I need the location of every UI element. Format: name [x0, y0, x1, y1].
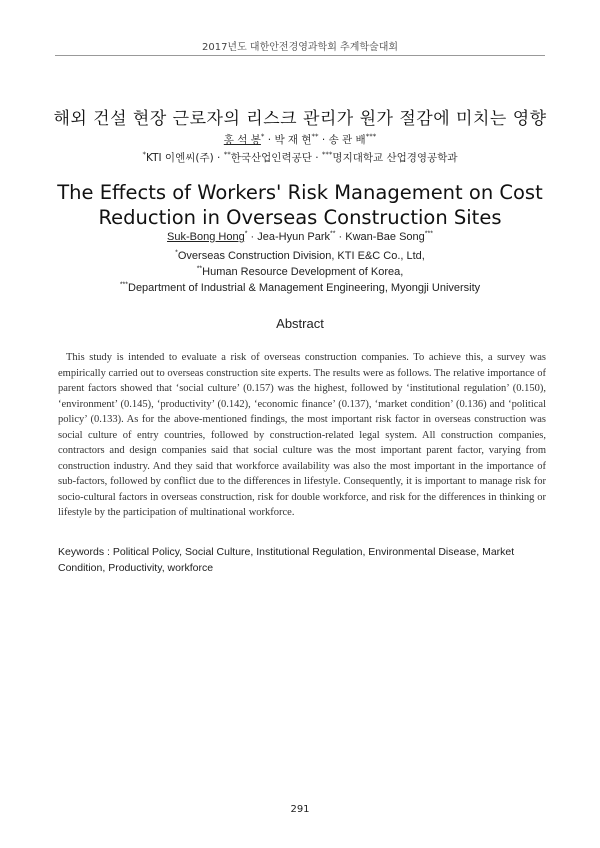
author-separator: ·: [267, 134, 272, 146]
korean-affiliations: [0, 150, 600, 165]
english-author-2-mark: **: [330, 230, 336, 238]
english-author-3-mark: ***: [424, 230, 433, 238]
korean-author-3: 송 관 배: [328, 134, 366, 146]
english-title: The Effects of Workers' Risk Management on Cost Reduction in Overseas Construction Sites: [57, 181, 543, 229]
english-affiliation-3: [0, 282, 600, 294]
english-affil-2-mark: **: [196, 265, 203, 273]
korean-authors: [0, 132, 600, 147]
english-affiliation-1: [0, 250, 600, 262]
english-affil-3-text: Department of Industrial & Management Engineering, Myongji University: [128, 282, 481, 294]
english-affil-2-text: Human Resource Development of Korea,: [202, 266, 404, 278]
abstract-heading: Abstract: [276, 316, 324, 331]
korean-title: 해외 건설 현장 근로자의 리스크 관리가 원가 절감에 미치는 영향: [53, 109, 547, 129]
english-author-1-mark: *: [244, 230, 248, 238]
korean-affil-2: 한국산업인력공단: [230, 152, 312, 164]
english-affil-1-text: Overseas Construction Division, KTI E&C Co., Ltd,: [177, 250, 425, 262]
english-affil-1-mark: *: [175, 249, 178, 257]
korean-author-1-mark: *: [260, 132, 265, 141]
author-separator: ·: [250, 231, 255, 243]
korean-affil-1-mark: *: [142, 150, 147, 159]
page-number: 291: [290, 804, 310, 815]
author-separator: ·: [338, 231, 343, 243]
english-author-3: Kwan-Bae Song: [345, 231, 425, 243]
english-author-1: Suk-Bong Hong: [167, 231, 245, 243]
header-rule: [55, 55, 545, 56]
korean-affil-3: 명지대학교 산업경영공학과: [332, 152, 458, 164]
abstract-paragraph: This study is intended to evaluate a risk of overseas construction companies. To achieve this, a survey was empirically carried out to overseas construction site experts. The results were as follows. The relative importance of parent factors showed that ‘social culture’ (0.157) was the highest, followed by ‘institutional regulation’ (0.150), ‘environment’ (0.145), ‘productivity’ (0.142), ‘economic finance’ (0.137), ‘market condition’ (0.136) and ‘political policy’ (0.133). As for the above-mentioned findings, the most important risk factor in overseas construction was social culture of entry countries, followed by construction-related legal system. All construction companies, contractors and design companies said that social culture was the most important parent factor, varying from construction industry. And they said that workforce availability was also the most important in the importance of sub-factors, followed by conflict due to the differences in lifestyle. Consequently, it is important to manage risk for socio-cultural factors in overseas construction, risk for double workforce, and risk for the differences in thinking or lifestyle by the participation of multinational workforce.: [58, 352, 546, 518]
korean-author-2-mark: **: [311, 132, 319, 141]
affil-separator: ·: [315, 152, 319, 164]
korean-affil-1: KTI 이엔씨(주): [146, 152, 214, 164]
affil-separator: ·: [217, 152, 221, 164]
korean-author-2: 박 재 현: [274, 134, 312, 146]
abstract-body: [58, 350, 546, 521]
english-affil-3-mark: ***: [119, 281, 128, 289]
english-affiliation-2: [0, 266, 600, 278]
keywords: Keywords : Political Policy, Social Culture, Institutional Regulation, Environmental Disease, Market Condition, Productivity, workforce: [58, 546, 515, 574]
english-authors: [0, 231, 600, 243]
korean-author-3-mark: ***: [365, 132, 377, 141]
korean-affil-2-mark: **: [223, 150, 231, 159]
running-head: 2017년도 대한안전경영과학회 추계학술대회: [201, 42, 399, 53]
korean-author-1: 홍 석 봉: [223, 134, 261, 146]
author-separator: ·: [321, 134, 326, 146]
english-author-2: Jea-Hyun Park: [257, 231, 331, 243]
korean-affil-3-mark: ***: [321, 150, 333, 159]
